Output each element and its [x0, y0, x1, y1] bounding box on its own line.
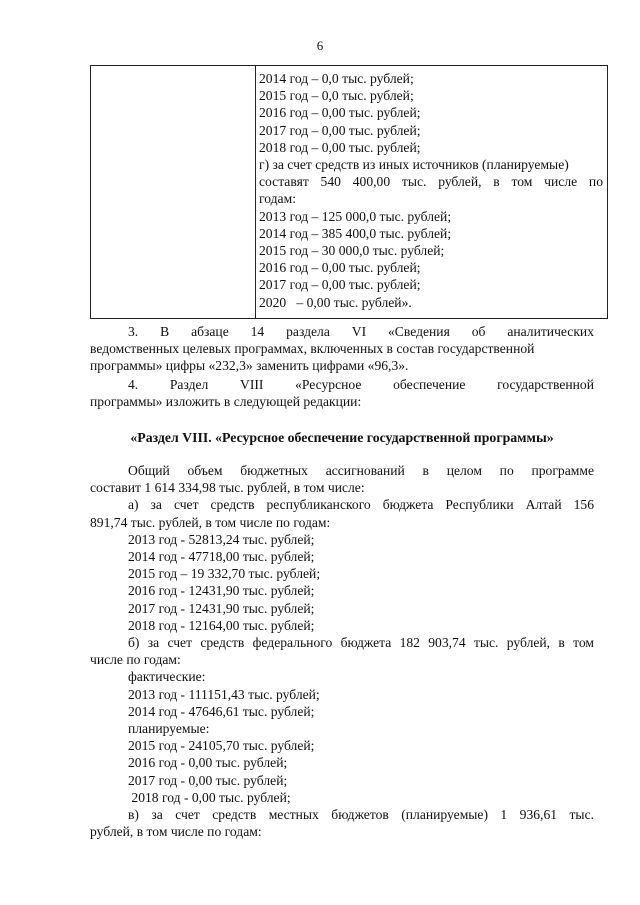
table-line: составят 540 400,00 тыс. рублей, в том числе по — [259, 174, 603, 190]
table-line: 2016 год – 0,00 тыс. рублей; — [259, 260, 421, 276]
section-heading: «Раздел VIII. «Ресурсное обеспечение государственной программы» — [130, 430, 554, 445]
item-4-line: программы» изложить в следующей редакции: — [90, 394, 362, 410]
item-3-line: программы» цифры «232,3» заменить цифрами «96,3». — [90, 358, 409, 374]
year-line: 2015 год – 19 332,70 тыс. рублей; — [128, 566, 321, 582]
subheading-planned: планируемые: — [128, 721, 210, 737]
table-line: г) за счет средств из иных источников (планируемые) — [259, 157, 569, 173]
table-right-cell — [259, 70, 603, 311]
year-line: 2014 год - 47718,00 тыс. рублей; — [128, 549, 315, 565]
year-line: 2014 год - 47646,61 тыс. рублей; — [128, 703, 315, 719]
table-line: 2013 год – 125 000,0 тыс. рублей; — [259, 208, 452, 224]
table-line: годам: — [259, 191, 296, 207]
year-line: 2018 год - 12164,00 тыс. рублей; — [128, 617, 315, 633]
table-line: 2017 год – 0,00 тыс. рублей; — [259, 277, 421, 293]
item-v-line: рублей, в том числе по годам: — [90, 824, 262, 840]
item-3-line: ведомственных целевых программах, включенных в состав государственной — [90, 341, 535, 357]
item-3-line: 3. В абзаце 14 раздела VI «Сведения об аналитических — [128, 324, 594, 339]
table-line: 2015 год – 30 000,0 тыс. рублей; — [259, 243, 445, 259]
subheading-actual: фактические: — [128, 669, 206, 685]
item-v-line: в) за счет средств местных бюджетов (планируемые) 1 936,61 тыс. — [128, 807, 594, 823]
table-line: 2017 год – 0,00 тыс. рублей; — [259, 122, 421, 138]
section-body — [90, 462, 594, 840]
funding-table — [90, 65, 608, 319]
year-line: 2013 год - 52813,24 тыс. рублей; — [128, 531, 315, 547]
year-line: 2018 год - 0,00 тыс. рублей; — [128, 789, 291, 805]
year-line: 2017 год - 0,00 тыс. рублей; — [128, 772, 288, 788]
item-b-line: б) за счет средств федерального бюджета 182 903,74 тыс. рублей, в том — [128, 635, 594, 651]
total-line: составит 1 614 334,98 тыс. рублей, в том числе: — [90, 480, 365, 496]
item-a-line: а) за счет средств республиканского бюджета Республики Алтай 156 — [128, 497, 594, 513]
year-line: 2015 год - 24105,70 тыс. рублей; — [128, 738, 315, 754]
table-line: 2018 год – 0,00 тыс. рублей; — [259, 139, 421, 155]
table-line: 2020 – 0,00 тыс. рублей». — [259, 294, 412, 310]
page-number: 6 — [316, 38, 324, 53]
table-line: 2014 год – 0,0 тыс. рублей; — [259, 71, 414, 86]
table-line: 2015 год – 0,0 тыс. рублей; — [259, 88, 414, 104]
table-line: 2016 год – 0,00 тыс. рублей; — [259, 105, 421, 121]
item-4 — [90, 376, 594, 410]
year-line: 2016 год - 0,00 тыс. рублей; — [128, 755, 288, 771]
item-3 — [90, 323, 594, 375]
table-left-cell — [91, 66, 256, 318]
year-line: 2013 год - 111151,43 тыс. рублей; — [128, 686, 320, 702]
item-4-line: 4. Раздел VIII «Ресурсное обеспечение государственной — [128, 377, 594, 392]
year-line: 2017 год - 12431,90 тыс. рублей; — [128, 600, 315, 616]
total-line: Общий объем бюджетных ассигнований в целом по программе — [128, 463, 594, 478]
year-line: 2016 год - 12431,90 тыс. рублей; — [128, 583, 315, 599]
table-line: 2014 год – 385 400,0 тыс. рублей; — [259, 225, 452, 241]
item-a-line: 891,74 тыс. рублей, в том числе по годам: — [90, 514, 331, 530]
item-b-line: числе по годам: — [90, 652, 181, 668]
